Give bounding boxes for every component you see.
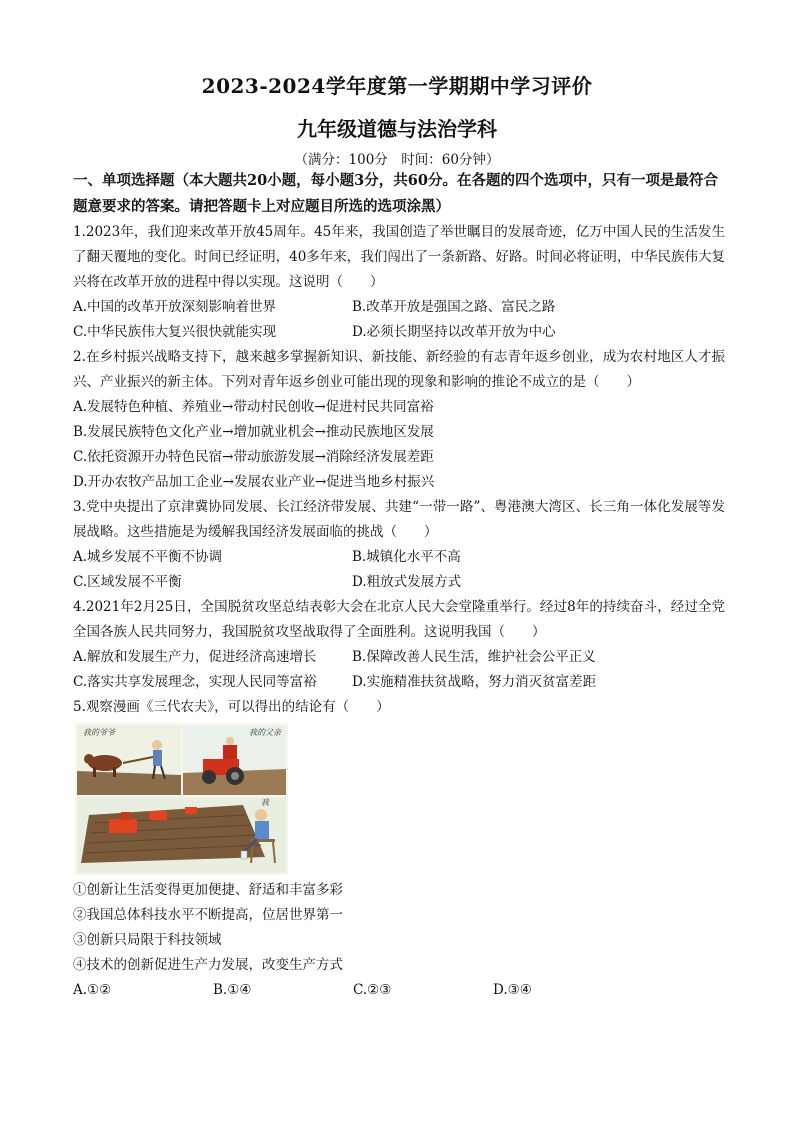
option-b: B.①④ <box>213 982 252 998</box>
exam-meta: （满分：100分 时间：60分钟） <box>294 152 500 168</box>
option-c: C.②③ <box>353 982 392 998</box>
option-d: D.必须长期坚持以改革开放为中心 <box>352 324 556 340</box>
option-d: D.粗放式发展方式 <box>352 574 462 590</box>
option-a: A.解放和发展生产力，促进经济高速增长 <box>73 649 317 665</box>
question-3-stem: 3.党中央提出了京津冀协同发展、长江经济带发展、共建“一带一路”、粤港澳大湾区、长三角一体化发展等发展战略。这些措施是为缓解我国经济发展面临的挑战（ ） <box>73 499 725 540</box>
statement-2: ②我国总体科技水平不断提高，位居世界第一 <box>73 907 343 923</box>
question-5-options <box>73 978 725 1003</box>
question-1-options <box>73 295 725 345</box>
option-c: C.依托资源开办特色民宿→带动旅游发展→消除经济发展差距 <box>73 449 434 465</box>
question-5-stem: 5.观察漫画《三代农夫》，可以得出的结论有（ ） <box>73 699 390 715</box>
option-d: D.开办农牧产品加工企业→发展农业产业→促进当地乡村振兴 <box>73 474 435 490</box>
option-c: C.落实共享发展理念，实现人民同等富裕 <box>73 674 317 690</box>
statement-4: ④技术的创新促进生产力发展，改变生产方式 <box>73 957 343 973</box>
option-a: A.城乡发展不平衡不协调 <box>73 549 223 565</box>
option-b: B.改革开放是强国之路、富民之路 <box>352 299 556 315</box>
option-b: B.发展民族特色文化产业→增加就业机会→推动民族地区发展 <box>73 424 434 440</box>
exam-subject: 九年级道德与法治学科 <box>297 117 497 141</box>
statement-3: ③创新只局限于科技领域 <box>73 932 222 948</box>
section-heading: 一、单项选择题（本大题共20小题，每小题3分，共60分。在各题的四个选项中，只有一项是最符合题意要求的答案。请把答题卡上对应题目所选的选项涂黑） <box>73 172 718 215</box>
question-2-stem: 2.在乡村振兴战略支持下，越来越多掌握新知识、新技能、新经验的有志青年返乡创业，成为农村地区人才振兴、产业振兴的新主体。下列对青年返乡创业可能出现的现象和影响的推论不成立的是（ ） <box>73 349 725 390</box>
option-a: A.中国的改革开放深刻影响着世界 <box>73 299 277 315</box>
option-b: B.城镇化水平不高 <box>352 549 461 565</box>
cartoon-three-generations-farmers <box>75 723 288 875</box>
label-father: 我的父亲 <box>249 728 281 737</box>
exam-title: 2023-2024学年度第一学期期中学习评价 <box>201 74 593 98</box>
statement-1: ①创新让生活变得更加便捷、舒适和丰富多彩 <box>73 882 343 898</box>
question-4-stem: 4.2021年2月25日，全国脱贫攻坚总结表彰大会在北京人民大会堂隆重举行。经过8年的持续奋斗，经过全党全国各族人民共同努力，我国脱贫攻坚战取得了全面胜利。这说明我国（ ） <box>73 599 725 640</box>
option-a: A.发展特色种植、养殖业→带动村民创收→促进村民共同富裕 <box>73 399 434 415</box>
option-c: C.区域发展不平衡 <box>73 574 182 590</box>
option-d: D.③④ <box>493 982 532 998</box>
label-grandpa: 我的爷爷 <box>83 728 115 737</box>
option-d: D.实施精准扶贫战略，努力消灭贫富差距 <box>352 674 597 690</box>
option-c: C.中华民族伟大复兴很快就能实现 <box>73 324 277 340</box>
question-3-options <box>73 545 725 595</box>
question-1-stem: 1.2023年，我们迎来改革开放45周年。45年来，我国创造了举世瞩目的发展奇迹，亿万中国人民的生活发生了翻天覆地的变化。时间已经证明，40多年来，我们闯出了一条新路、好路。时间必将证明，中华民族伟大复兴将在改革开放的进程中得以实现。这说明（ ） <box>73 224 725 290</box>
cartoon-illustration <box>75 723 288 875</box>
option-b: B.保障改善人民生活，维护社会公平正义 <box>352 649 596 665</box>
label-me: 我 <box>261 798 269 807</box>
exam-content <box>73 168 725 1003</box>
option-a: A.①② <box>73 982 112 998</box>
question-4-options <box>73 645 725 695</box>
